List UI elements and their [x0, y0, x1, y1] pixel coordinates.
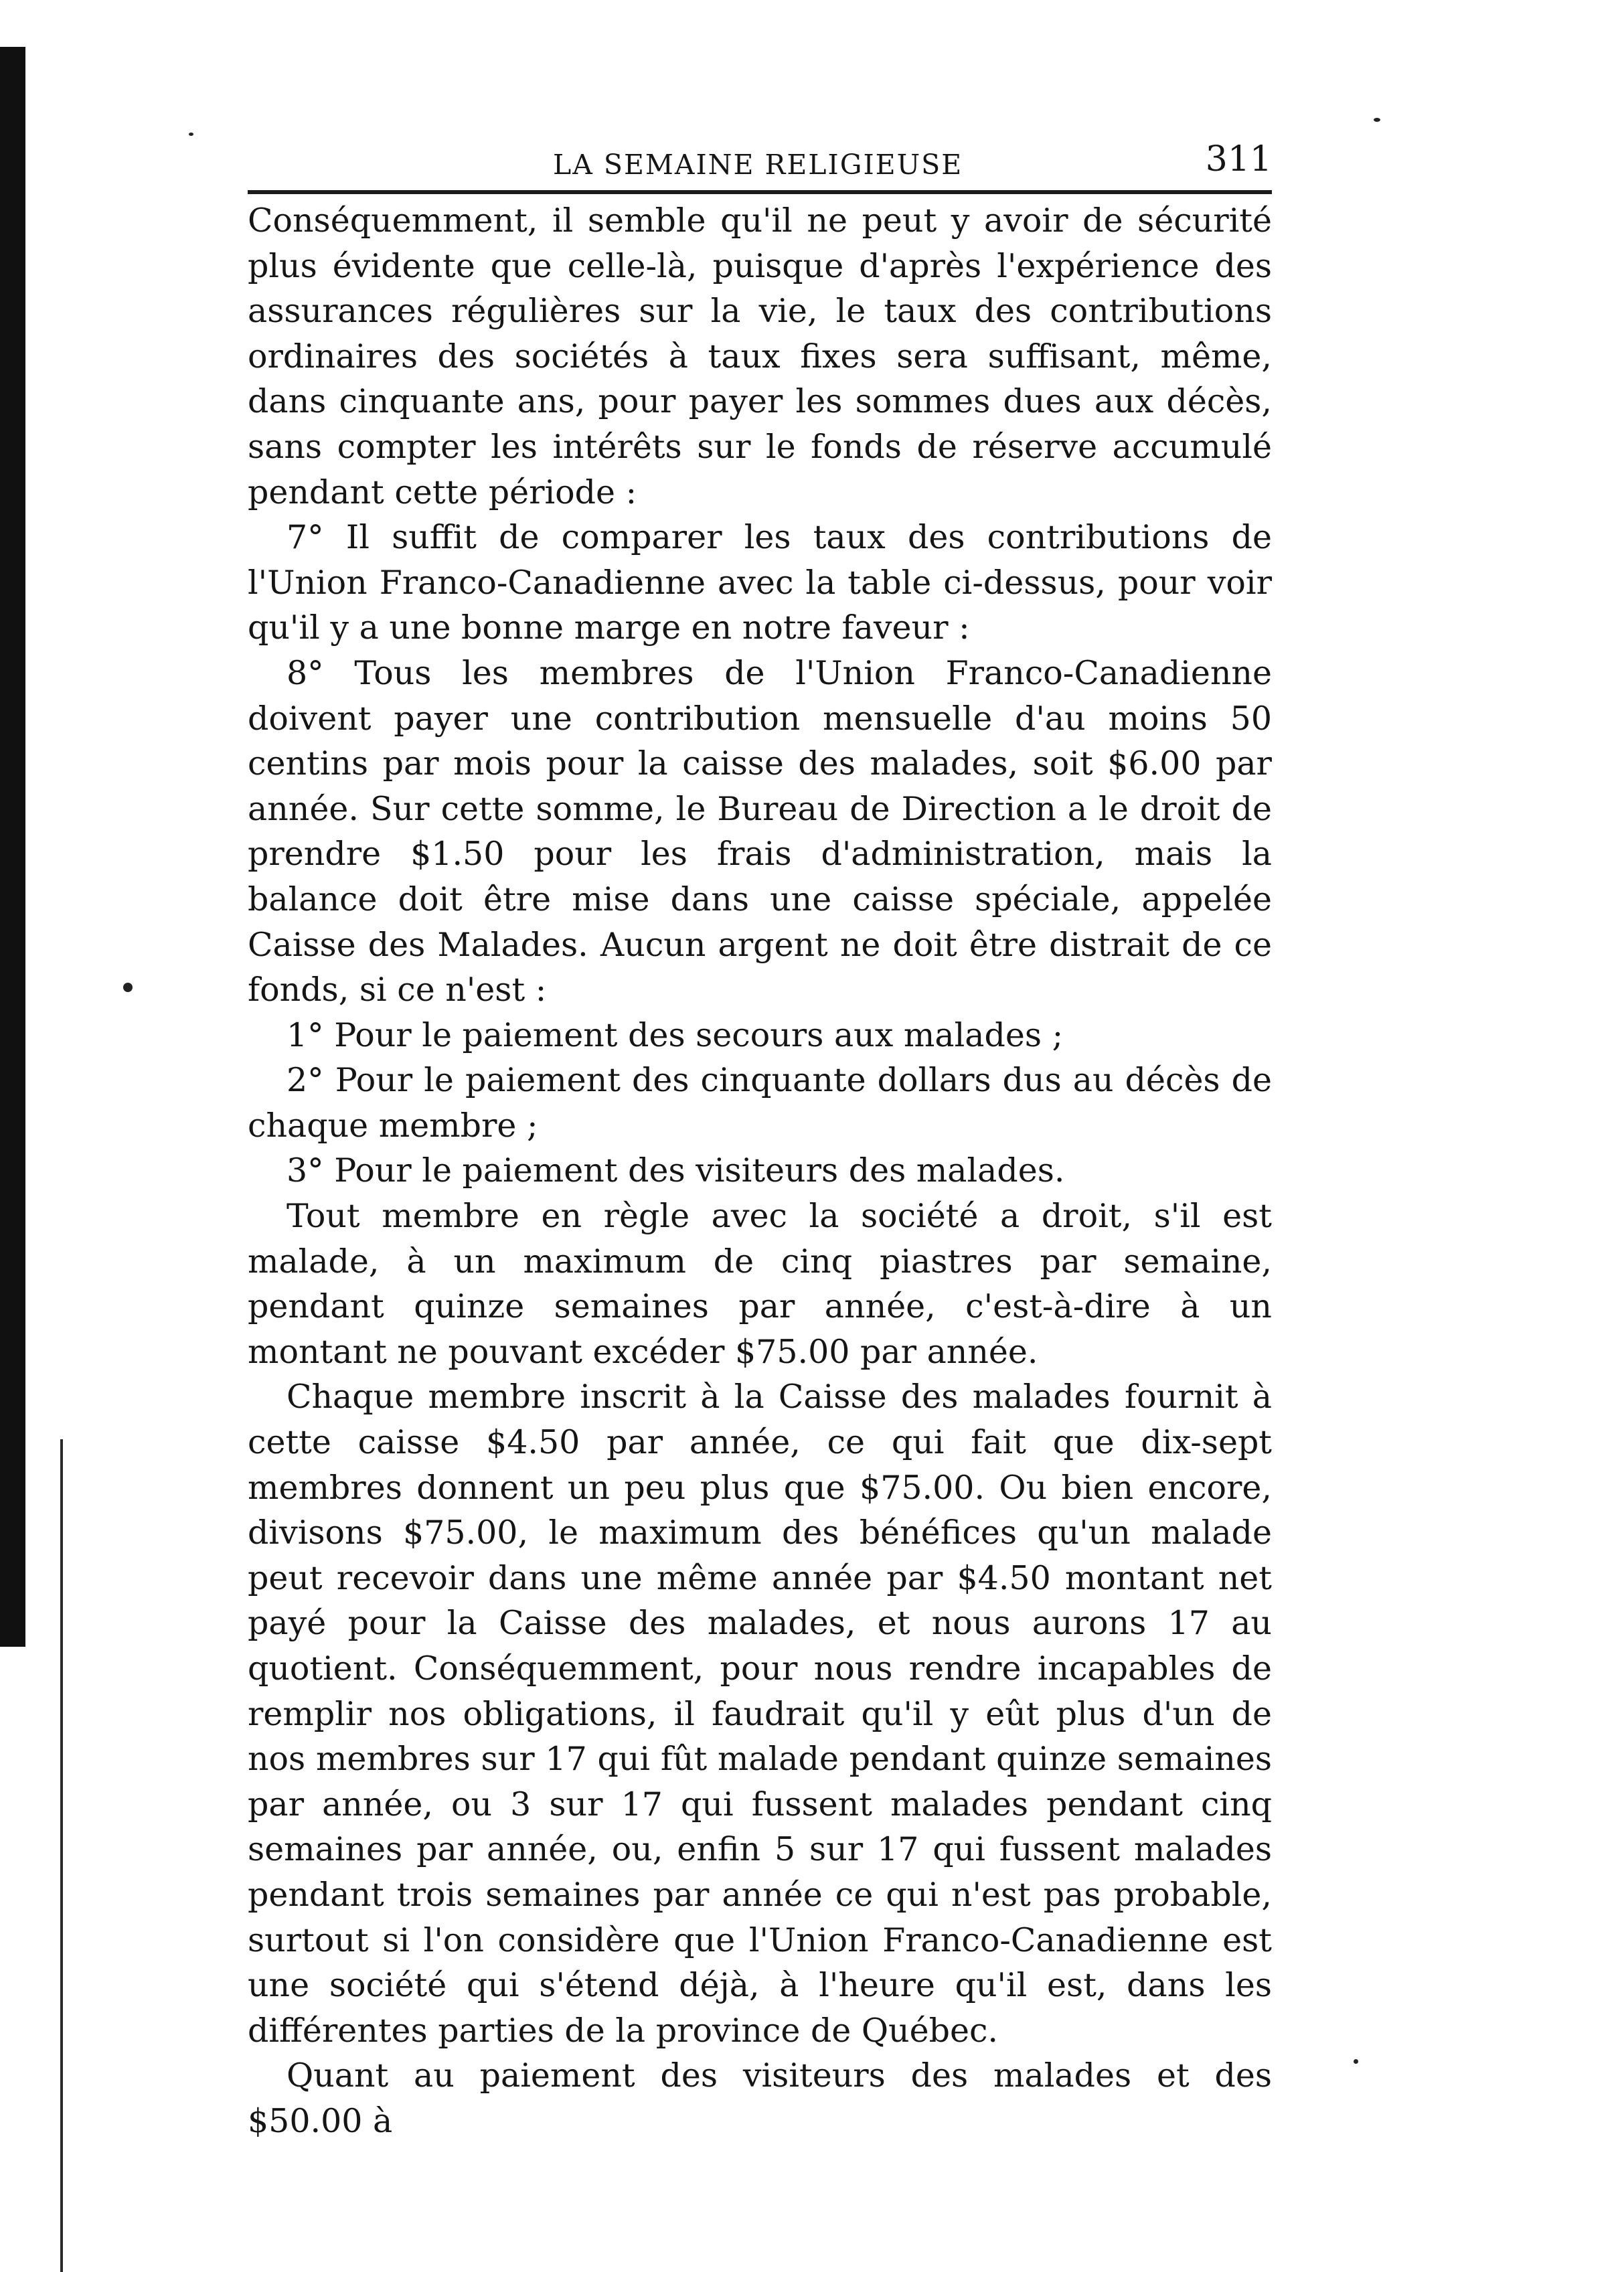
paragraph-quant-au-paiement: Quant au paiement des visiteurs des malades et des $50.00 à — [248, 2056, 1272, 2140]
scan-speck — [1354, 2059, 1358, 2064]
scan-speck — [123, 983, 133, 992]
book-page — [248, 134, 1272, 2144]
paragraph-chaque-membre: Chaque membre inscrit à la Caisse des malades fournit à cette caisse $4.50 par année, ce qui fait que dix-sept membres donnent un peu plus que $75.00. Ou bien encore, divisons $75.00, le maximum des bénéfices qu'un malade peut recevoir dans une même année par $4.50 montant net payé pour la Caisse des malades, et nous aurons 17 au quotient. Conséquemment, pour nous rendre incapables de remplir nos obligations, il faudrait qu'il y eût plus d'un de nos membres sur 17 qui fût malade pendant quinze semaines par année, ou 3 sur 17 qui fussent malades pendant cinq semaines par année, ou, enfin 5 sur 17 qui fussent malades pendant trois semaines par année ce qui n'est pas probable, surtout si l'on considère que l'Union Franco-Canadienne est une société qui s'étend déjà, à l'heure qu'il est, dans les différentes parties de la province de Québec. — [248, 1378, 1272, 2050]
paragraph-point-7: 7° Il suffit de comparer les taux des contributions de l'Union Franco-Canadienne avec la table ci-dessus, pour voir qu'il y a une bonne marge en notre faveur : — [248, 518, 1272, 647]
page-header — [248, 134, 1272, 182]
body-text — [248, 198, 1272, 2144]
scan-edge-bar — [0, 47, 25, 1647]
paragraph-tout-membre: Tout membre en règle avec la société a droit, s'il est malade, à un maximum de cinq piastres par semaine, pendant quinze semaines par année, c'est-à-dire à un montant ne pouvant excéder $75.00 par année. — [248, 1197, 1272, 1371]
list-item-1: 1° Pour le paiement des secours aux malades ; — [287, 1016, 1064, 1054]
scan-edge-line — [60, 1439, 63, 2272]
page-number: 311 — [1205, 139, 1272, 179]
running-head: LA SEMAINE RELIGIEUSE — [553, 149, 963, 181]
paragraph-point-8: 8° Tous les membres de l'Union Franco-Canadienne doivent payer une contribution mensuelle d'au moins 50 centins par mois pour la caisse des malades, soit $6.00 par année. Sur cette somme, le Bureau de Direction a le droit de prendre $1.50 pour les frais d'administration, mais la balance doit être mise dans une caisse spéciale, appelée Caisse des Malades. Aucun argent ne doit être distrait de ce fonds, si ce n'est : — [248, 653, 1272, 1009]
list-item-3: 3° Pour le paiement des visiteurs des malades. — [287, 1151, 1065, 1190]
scan-speck — [189, 133, 193, 136]
list-item-2: 2° Pour le paiement des cinquante dollars dus au décès de chaque membre ; — [248, 1061, 1272, 1145]
header-rule — [248, 190, 1272, 194]
paragraph-consequemment: Conséquemment, il semble qu'il ne peut y avoir de sécurité plus évidente que celle-là, puisque d'après l'expérience des assurances régulières sur la vie, le taux des contributions ordinaires des sociétés à taux fixes sera suffisant, même, dans cinquante ans, pour payer les sommes dues aux décès, sans compter les intérêts sur le fonds de réserve accumulé pendant cette période : — [248, 201, 1272, 511]
scan-speck — [1374, 118, 1380, 122]
